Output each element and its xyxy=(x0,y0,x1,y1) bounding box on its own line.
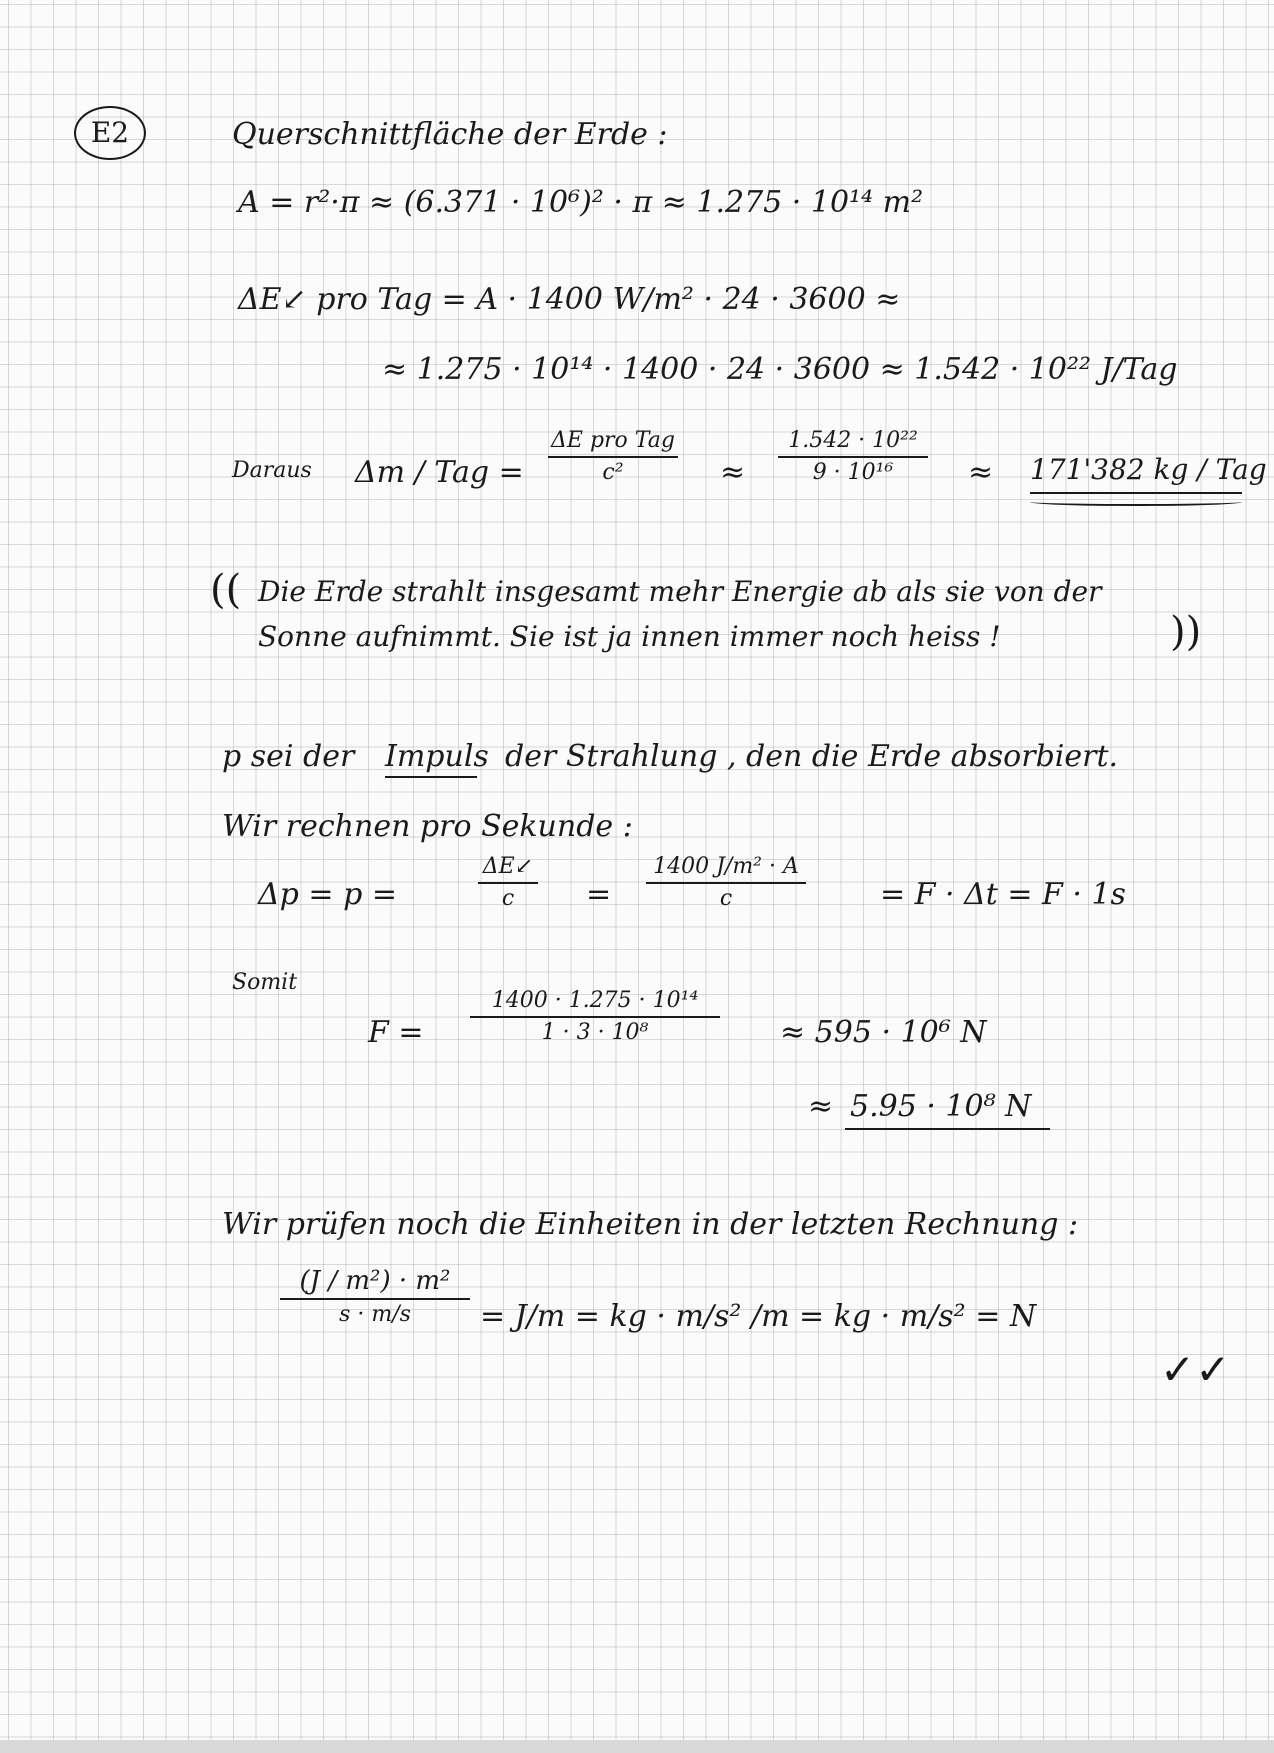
momentum-fraction-1 xyxy=(478,856,538,910)
note-line1: Die Erde strahlt insgesamt mehr Energie ab als sie von der xyxy=(258,575,1102,608)
units-fraction-num: (J / m²) · m² xyxy=(299,1266,451,1296)
fraction-bar xyxy=(470,1016,720,1018)
equals-sign: = xyxy=(586,877,612,912)
impulse-text-c: der Strahlung , den die Erde absorbiert. xyxy=(505,739,1119,774)
mass-per-day-lhs: Δm / Tag = xyxy=(355,455,524,490)
momentum-fraction-2-den: c xyxy=(719,886,733,911)
momentum-fraction-1-num: ΔE↙ xyxy=(482,854,534,879)
note-open-bracket: (( xyxy=(210,567,242,613)
scan-edge xyxy=(0,1740,1274,1753)
units-fraction-den: s · m/s xyxy=(339,1302,411,1327)
units-rhs: = J/m = kg · m/s² /m = kg · m/s² = N xyxy=(480,1299,1037,1334)
force-result-1: ≈ 595 · 10⁶ N xyxy=(780,1015,987,1050)
force-fraction xyxy=(470,990,720,1044)
daraus-label: Daraus xyxy=(232,458,312,483)
area-formula: A = r²·π ≈ (6.371 · 10⁶)² · π ≈ 1.275 · 10¹⁴ m² xyxy=(238,185,924,220)
impulse-word: Impuls xyxy=(385,739,489,774)
approx-sign: ≈ xyxy=(808,1089,834,1124)
mass-fraction-2-den: 9 · 10¹⁶ xyxy=(812,460,894,485)
force-lhs: F = xyxy=(368,1015,424,1050)
mass-fraction-1-den: c² xyxy=(602,460,624,485)
units-fraction xyxy=(280,1268,470,1326)
fraction-bar xyxy=(280,1298,470,1300)
mass-fraction-2-num: 1.542 · 10²² xyxy=(788,428,918,453)
mass-fraction-1 xyxy=(548,430,678,484)
mass-result: 171'382 kg / Tag xyxy=(1030,453,1267,486)
double-check-mark: ✓✓ xyxy=(1160,1345,1231,1394)
force-fraction-den: 1 · 3 · 10⁸ xyxy=(541,1020,649,1045)
impulse-underline xyxy=(385,776,477,778)
result-double-underline xyxy=(1030,498,1242,506)
momentum-fraction-2 xyxy=(646,856,806,910)
energy-formula-line2: ≈ 1.275 · 10¹⁴ · 1400 · 24 · 3600 ≈ 1.542 · 10²² J/Tag xyxy=(382,352,1178,387)
note-line2: Sonne aufnimmt. Sie ist ja innen immer noch heiss ! xyxy=(258,620,1001,653)
exercise-label: E2 xyxy=(74,106,146,160)
momentum-lhs: Δp = p = xyxy=(258,877,397,912)
mass-fraction-2 xyxy=(778,430,928,484)
mass-fraction-1-num: ΔE pro Tag xyxy=(551,428,675,453)
momentum-rhs: = F · Δt = F · 1s xyxy=(880,877,1126,912)
fraction-bar xyxy=(548,456,678,458)
heading-cross-section: Querschnittfläche der Erde : xyxy=(232,117,668,152)
approx-sign: ≈ xyxy=(720,455,746,490)
force-fraction-num: 1400 · 1.275 · 10¹⁴ xyxy=(491,988,699,1013)
momentum-fraction-1-den: c xyxy=(501,886,515,911)
approx-sign: ≈ xyxy=(968,455,994,490)
fraction-bar xyxy=(646,882,806,884)
impulse-text-a: p sei der xyxy=(222,739,355,774)
force-result-2: 5.95 · 10⁸ N xyxy=(850,1089,1032,1124)
somit-label: Somit xyxy=(232,970,298,995)
force-result-underline xyxy=(845,1128,1050,1130)
fraction-bar xyxy=(478,882,538,884)
momentum-fraction-2-num: 1400 J/m² · A xyxy=(653,854,799,879)
units-check-text: Wir prüfen noch die Einheiten in der letzten Rechnung : xyxy=(222,1207,1079,1242)
fraction-bar xyxy=(778,456,928,458)
result-underline xyxy=(1030,492,1242,494)
per-second-text: Wir rechnen pro Sekunde : xyxy=(222,809,633,844)
energy-formula-line1: ΔE↙ pro Tag = A · 1400 W/m² · 24 · 3600 ≈ xyxy=(238,282,901,317)
note-close-bracket: )) xyxy=(1170,609,1202,655)
